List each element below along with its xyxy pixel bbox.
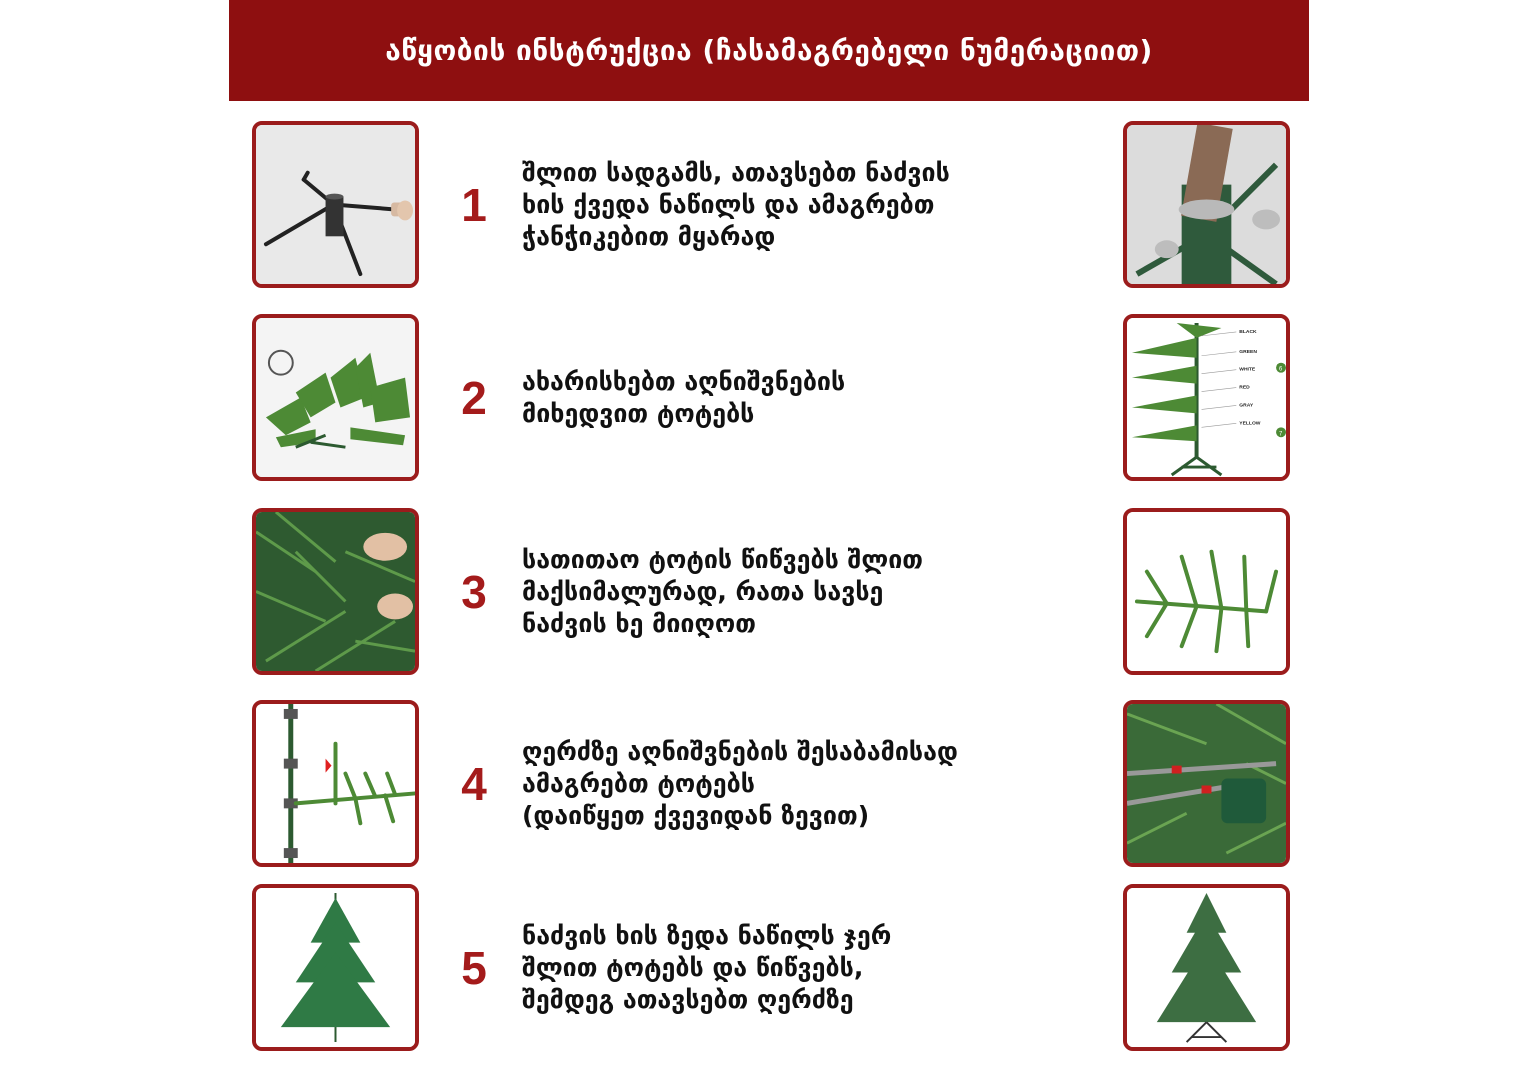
instruction-line: შლით ტოტებს და წიწვებს, [522,952,864,982]
step-number: 3 [461,565,487,618]
pole-label: RED [1239,385,1250,391]
instruction-line: ნაძვის ხე მიიღოთ [522,608,756,638]
step-number: 1 [461,178,487,231]
color-coded-pole-photo [1123,314,1290,481]
instruction-line: შლით სადგამს, ათავსებთ ნაძვის [522,157,950,187]
step-instructions [522,700,1122,867]
instruction-line: ჭანჭიკებით მყარად [522,221,776,251]
tree-stand-photo [252,121,419,288]
step-5 [0,884,1539,1059]
branch-clip-photo [1123,700,1290,867]
instruction-line: ღერძზე აღნიშვნების შესაბამისად [522,736,958,766]
step-2 [0,314,1539,489]
pole-label: GREEN [1239,349,1257,355]
header-banner [229,0,1309,101]
instruction-line: მაქსიმალურად, რათა სავსე [522,576,884,606]
tree-top-photo [252,884,419,1051]
pole-label: YELLOW [1239,421,1261,427]
pole-label: BLACK [1239,329,1257,335]
step-instructions [522,314,1122,481]
branches-laid-out-photo [252,314,419,481]
instruction-line: (დაიწყეთ ქვევიდან ზევით) [522,800,870,830]
pole-label: WHITE [1239,367,1256,373]
full-tree-photo [1123,884,1290,1051]
attaching-branch-photo [252,700,419,867]
pole-marker: 7 [1279,431,1283,438]
step-1 [0,121,1539,296]
instruction-line: ამაგრებთ ტოტებს [522,768,755,798]
step-instructions [522,508,1122,675]
instruction-line: ნაძვის ხის ზედა ნაწილს ჯერ [522,920,892,950]
page-title: აწყობის ინსტრუქცია (ჩასამაგრებელი ნუმერაციით) [385,34,1153,67]
instruction-line: ხის ქვედა ნაწილს და ამაგრებთ [522,189,935,219]
pole-label: GRAY [1239,403,1254,409]
step-instructions [522,884,1122,1051]
instruction-line: შემდეგ ათავსებთ ღერძზე [522,984,854,1014]
instruction-line: მიხედვით ტოტებს [522,398,755,428]
step-instructions [522,121,1122,288]
instruction-line: სათითაო ტოტის წიწვებს შლით [522,544,924,574]
step-3 [0,508,1539,683]
pole-in-stand-photo [1123,121,1290,288]
single-branch-photo [1123,508,1290,675]
step-number: 4 [461,757,487,810]
step-number: 2 [461,371,487,424]
pole-marker: 6 [1279,366,1283,373]
step-number: 5 [461,941,487,994]
fluffing-branches-photo [252,508,419,675]
step-4 [0,700,1539,875]
instruction-line: ახარისხებთ აღნიშვნების [522,366,846,396]
